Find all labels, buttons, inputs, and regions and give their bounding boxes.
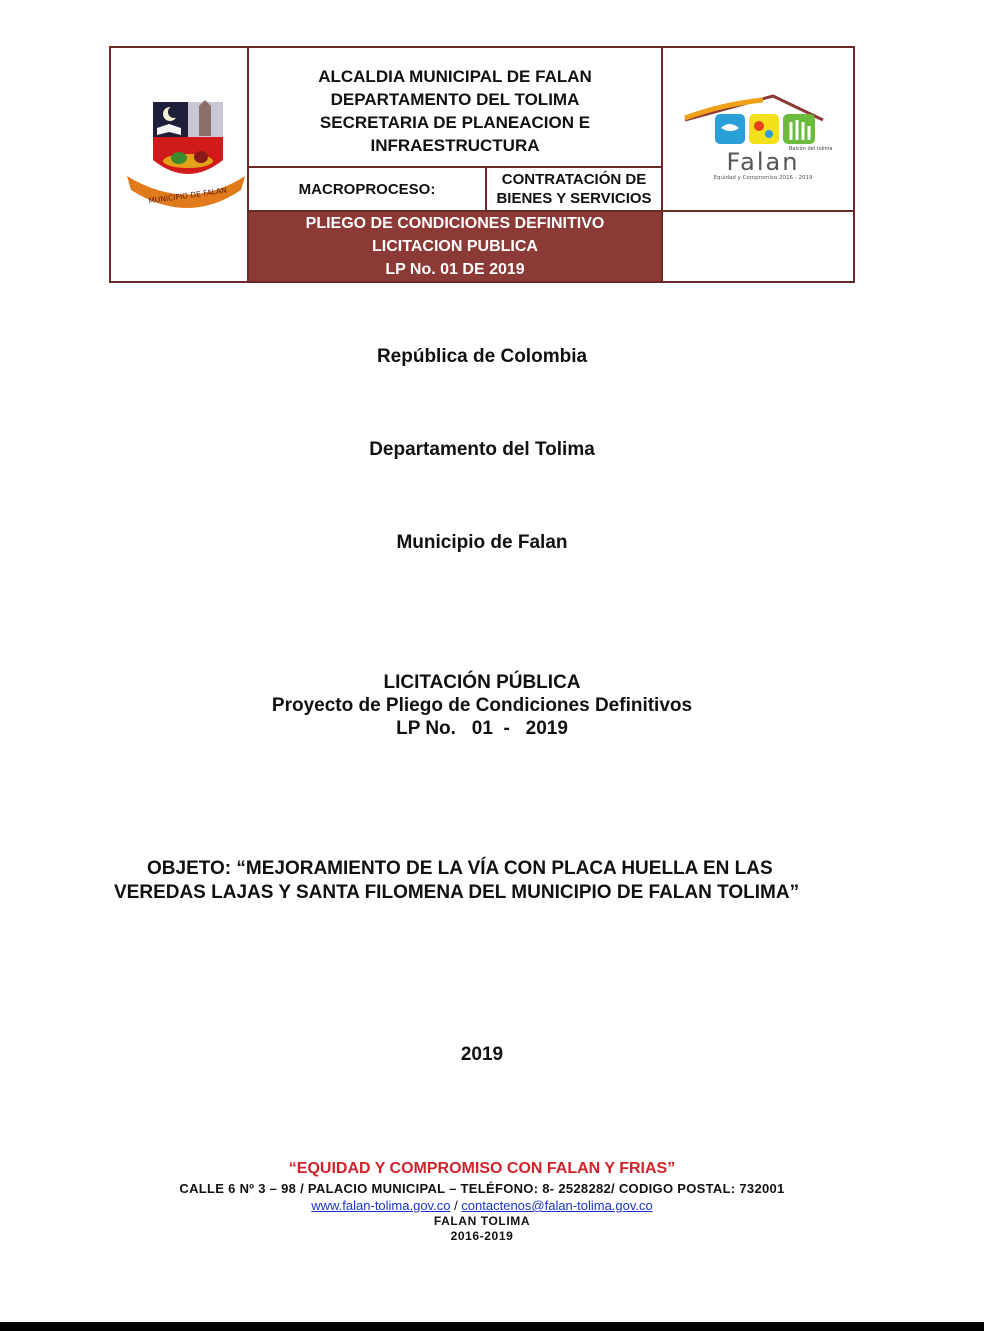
link-separator: / <box>450 1198 462 1213</box>
objeto-line-2: VEREDAS LAJAS Y SANTA FILOMENA DEL MUNICIPIO DE FALAN TOLIMA” <box>114 882 800 903</box>
document-type-banner <box>249 212 661 281</box>
doc-line: LICITACION PUBLICA <box>372 238 538 255</box>
document-year: 2019 <box>460 1044 504 1065</box>
title-line: SECRETARIA DE PLANEACION E <box>319 113 591 132</box>
title-line: DEPARTAMENTO DEL TOLIMA <box>330 90 580 109</box>
doc-line: LP No. 01 DE 2019 <box>385 261 525 278</box>
empty-cell <box>661 212 853 281</box>
project-title: Proyecto de Pliego de Condiciones Definitivos <box>271 695 693 716</box>
falan-logo-icon <box>663 48 855 212</box>
objeto-line-1: OBJETO: “MEJORAMIENTO DE LA VÍA CON PLACA HUELLA EN LAS <box>147 858 773 879</box>
svg-text:MUNICIPIO DE FALAN: MUNICIPIO DE FALAN <box>147 185 228 206</box>
macro-value-line: BIENES Y SERVICIOS <box>496 190 652 207</box>
macroproceso-label: MACROPROCESO: <box>249 168 487 212</box>
municipal-shield-cell <box>111 48 249 281</box>
document-header <box>109 46 855 283</box>
footer-address: CALLE 6 Nº 3 – 98 / PALACIO MUNICIPAL – TELÉFONO: 8- 2528282/ CODIGO POSTAL: 732001 <box>179 1181 785 1196</box>
footer-place: FALAN TOLIMA <box>433 1214 531 1228</box>
footer-period: 2016-2019 <box>450 1229 514 1243</box>
falan-logo-cell <box>661 48 853 212</box>
page-bottom-edge <box>0 1322 984 1331</box>
country-line: República de Colombia <box>376 346 588 367</box>
institution-title <box>249 48 661 168</box>
falan-tagline-top: Balcón del tolima <box>789 146 833 152</box>
title-line: ALCALDIA MUNICIPAL DE FALAN <box>318 67 592 86</box>
municipal-shield-icon <box>111 48 249 281</box>
macroproceso-value <box>487 168 661 212</box>
department-line: Departamento del Tolima <box>369 439 595 460</box>
falan-brand: Falan <box>726 148 800 176</box>
falan-tagline: Equidad y Compromiso 2016 - 2019 <box>713 175 813 181</box>
macro-value-line: CONTRATACIÓN DE <box>501 171 647 188</box>
email-link[interactable]: contactenos@falan-tolima.gov.co <box>461 1198 653 1213</box>
municipality-line: Municipio de Falan <box>396 532 568 553</box>
website-link[interactable]: www.falan-tolima.gov.co <box>311 1198 451 1213</box>
title-line: INFRAESTRUCTURA <box>370 136 540 155</box>
process-type: LICITACIÓN PÚBLICA <box>383 672 581 693</box>
lp-number: LP No. 01 - 2019 <box>396 718 568 739</box>
doc-line: PLIEGO DE CONDICIONES DEFINITIVO <box>305 215 605 232</box>
footer-slogan: “EQUIDAD Y COMPROMISO CON FALAN Y FRIAS” <box>288 1160 676 1177</box>
footer-links <box>0 1198 964 1213</box>
